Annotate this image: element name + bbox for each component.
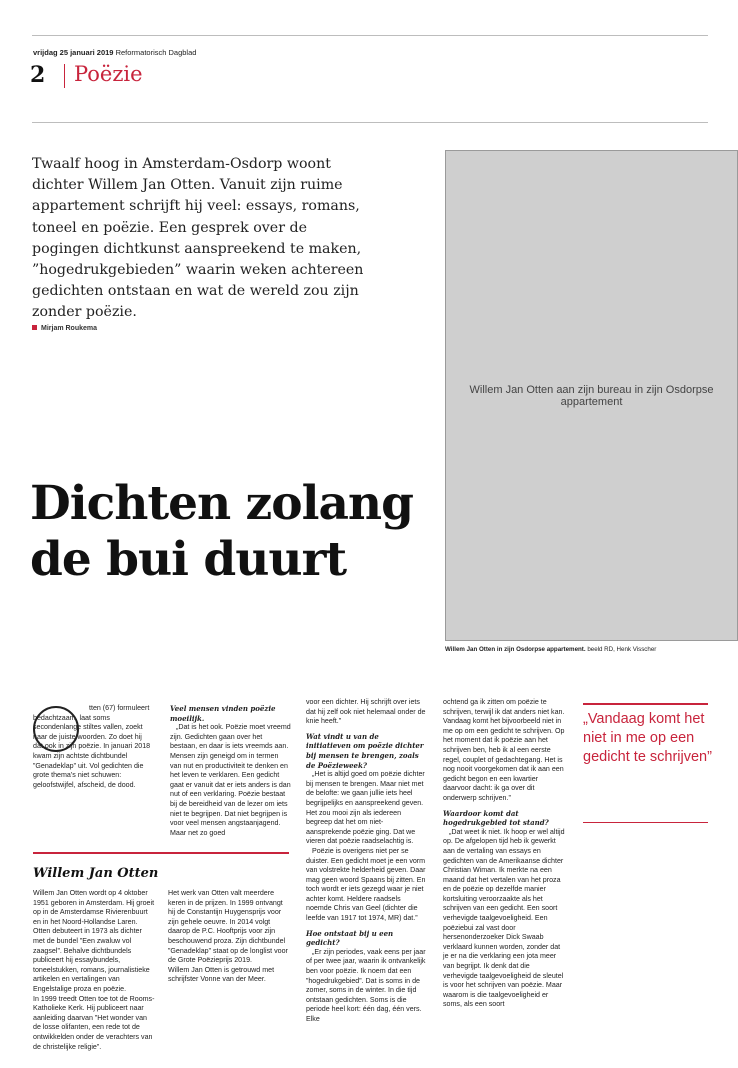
- col4-paragraph-1: ochtend ga ik zitten om poëzie te schrijven, terwijl ik dat anders niet kan. Vandaag komt het bijvoorbeeld niet in me op om een gedicht te schrijven. Op het moment dat ik poëzie aan het schrijven ben, heb ik al een eerste regel, couplet of gedachtegang. Het is nog nooit voorgekomen dat ik aan een gedicht begon en een kwartier daarvoor dacht: ik ga over dit onderwerp schrijven.”: [443, 698, 565, 802]
- byline-marker: [32, 325, 37, 330]
- folio-line: [33, 48, 196, 57]
- bio-right-paragraph: Het werk van Otten valt meerdere keren in de prijzen. In 1999 ontvangt hij de Constantijn Huygensprijs voor zijn gehele oeuvre. In 2014 volgt daarop de P.C. Hooftprijs voor zijn beschouwend proza. Zijn dichtbundel ”Genadeklap” staat op de longlist voor de Grote Poëzieprijs 2019.: [168, 889, 288, 965]
- col4-paragraph-2: „Dat weet ik niet. Ik hoop er wel altijd op. De afgelopen tijd heb ik gewerkt aan de vertaling van essays en gedichten van de Amerikaanse dichter Christian Wiman. Ik merkte na een maand dat het vertalen van het proza en de poëzie op dezelfde manier kortsluiting veroorzaakte als het schrijven van een gedicht. Een soort verhevigde taalgevoeligheid. Een poëziebui zal vast door hersenonderzoeker Dick Swaab verklaard kunnen worden, zonder dat je er na die verklaring een jota meer van begrijpt. Ik denk dat die verhevigde taalgevoeligheid de sleutel is voor het schrijven van poëzie. Maar waarom is die taalgevoeligheid er soms, als een soort: [443, 827, 565, 1009]
- folio-paper: Reformatorisch Dagblad: [115, 48, 197, 57]
- pull-quote: „Vandaag komt het niet in me op een gedicht te schrijven”: [583, 711, 712, 765]
- bio-column-left: [33, 889, 155, 1052]
- col3-paragraph-0: voor een dichter. Hij schrijft over iets dat hij zelf ook niet helemaal onder de knie heeft.”: [306, 698, 426, 726]
- header-rule: [32, 122, 708, 123]
- bio-title: Willem Jan Otten: [33, 866, 159, 881]
- intro-paragraph: Twaalf hoog in Amsterdam-Osdorp woont dichter Willem Jan Otten. Vanuit zijn ruime appartement schrijft hij veel: essays, romans, toneel en poëzie. Een gesprek over de pogingen dichtkunst aanspreekend te maken, ”hogedrukgebieden” waarin weken achtereen gedichten ontstaan en wat de wereld zou zijn zonder poëzie.: [32, 156, 364, 321]
- question-1: Veel mensen vinden poëzie moeilijk.: [170, 704, 276, 723]
- bio-left-paragraph-2: In 1999 treedt Otten toe tot de Rooms-Katholieke Kerk. Hij publiceert naar aanleiding daarvan ”Het wonder van de losse olifanten, een rede tot de ontwikkelden onder de verachters van de christelijke religie”.: [33, 994, 155, 1051]
- bio-top-rule: [33, 852, 289, 854]
- photo-placeholder-label: Willem Jan Otten aan zijn bureau in zijn Osdorpse appartement: [469, 383, 714, 408]
- photo-credit: beeld RD, Henk Visscher: [587, 646, 657, 653]
- col1-lead: [33, 704, 151, 790]
- folio-date: vrijdag 25 januari 2019: [33, 48, 114, 57]
- col3-paragraph-1: „Het is altijd goed om poëzie dichter bij mensen te brengen. Maar niet met de belofte: we gaan jullie iets heel begrijpelijks en aanspreekend geven. Het zou mooi zijn als iedereen begreep dat het om niet-aansprekende poëzie ging. Dat we vieren dat poëzie raadselachtig is.: [306, 770, 425, 846]
- col2-paragraph: „Dat is het ook. Poëzie moet vreemd zijn. Gedichten gaan over het bestaan, en daar is iets vreemds aan. Mensen zijn geneigd om in termen van nut en productiviteit te denken en het leven te verklaren. Een gedicht gaat er vanuit dat er iets anders is dan nut of een verklaring. Poëzie bestaat bij de bereidheid van de lezer om iets niet te begrijpen. Dat niet begrijpen is voor veel mensen angstaanjagend. Maar net zo goed: [170, 723, 291, 837]
- col3-paragraph-3: „Er zijn periodes, vaak eens per jaar of per twee jaar, waarin ik ontvankelijk ben voor poëzie. Ik noem dat een ”hogedrukgebied”. Dat is soms in de zomer, soms in de winter. In die tijd ontstaan gedichten. Soms is die periode heel kort: één dag, één vers. Elke: [306, 947, 426, 1023]
- headline: Dichten zolang de bui duurt: [30, 476, 413, 587]
- top-rule: [32, 35, 708, 36]
- body-column-2: [170, 704, 291, 838]
- byline-author: Mirjam Roukema: [41, 325, 98, 332]
- bio-left-paragraph: Willem Jan Otten wordt op 4 oktober 1951 geboren in Amsterdam. Hij groeit op in de Amsterdamse Rivierenbuurt en in het Noord-Hollandse Laren. Otten debuteert in 1973 als dichter met de bundel ”Een zwaluw vol zaagsel”. Behalve dichtbundels publiceert hij essaybundels, toneelstukken, romans, journalistieke artikelen en vertalingen van Engelstalige proza en poëzie.: [33, 889, 155, 993]
- quote-bottom-rule: [583, 822, 708, 823]
- col3-paragraph-2: Poëzie is overigens niet per se duister. Een gedicht moet je een vorm van volstrekte helderheid geven. Daar mag geen woord Spaans bij zitten. En toch wordt er iets gezegd waar je niet achter komt. Heldere raadsels noemde Chris van Geel (dichter die leefde van 1917 tot 1974, MR) dat.”: [306, 846, 426, 923]
- question-2: Wat vindt u van de initiatieven om poëzie dichter bij mensen te brengen, zoals de Poëzieweek?: [306, 731, 424, 770]
- body-column-4: [443, 698, 565, 1010]
- body-column-1: [33, 704, 151, 790]
- question-4: Waardoor komt dat hogedrukgebied tot stand?: [443, 808, 549, 828]
- photo-caption: [445, 646, 738, 653]
- col1-lead-text: tten (67) formuleert bedachtzaam, laat soms secondenlange stiltes vallen, zoekt naar de juiste woorden. Zo doet hij dat ook in zijn poëzie. In januari 2018 kwam zijn achtste dichtbundel ”Genadeklap” uit. Vol gedichten die grote thema’s niet schuwen: geloofstwijfel, afscheid, de dood.: [33, 704, 151, 789]
- byline: [32, 325, 97, 332]
- article-photo: [445, 150, 738, 641]
- bio-right-paragraph-2: Willem Jan Otten is getrouwd met schrijfster Vonne van der Meer.: [168, 965, 275, 984]
- caption-text: Willem Jan Otten in zijn Osdorpse appartement.: [445, 646, 586, 653]
- bio-column-right: [168, 889, 290, 985]
- body-column-3: [306, 698, 426, 1025]
- section-divider: [64, 64, 65, 88]
- question-3: Hoe ontstaat bij u een gedicht?: [306, 928, 394, 948]
- page-number: 2: [30, 62, 46, 88]
- section-title: Poëzie: [74, 62, 143, 86]
- quote-top-rule: [583, 703, 708, 705]
